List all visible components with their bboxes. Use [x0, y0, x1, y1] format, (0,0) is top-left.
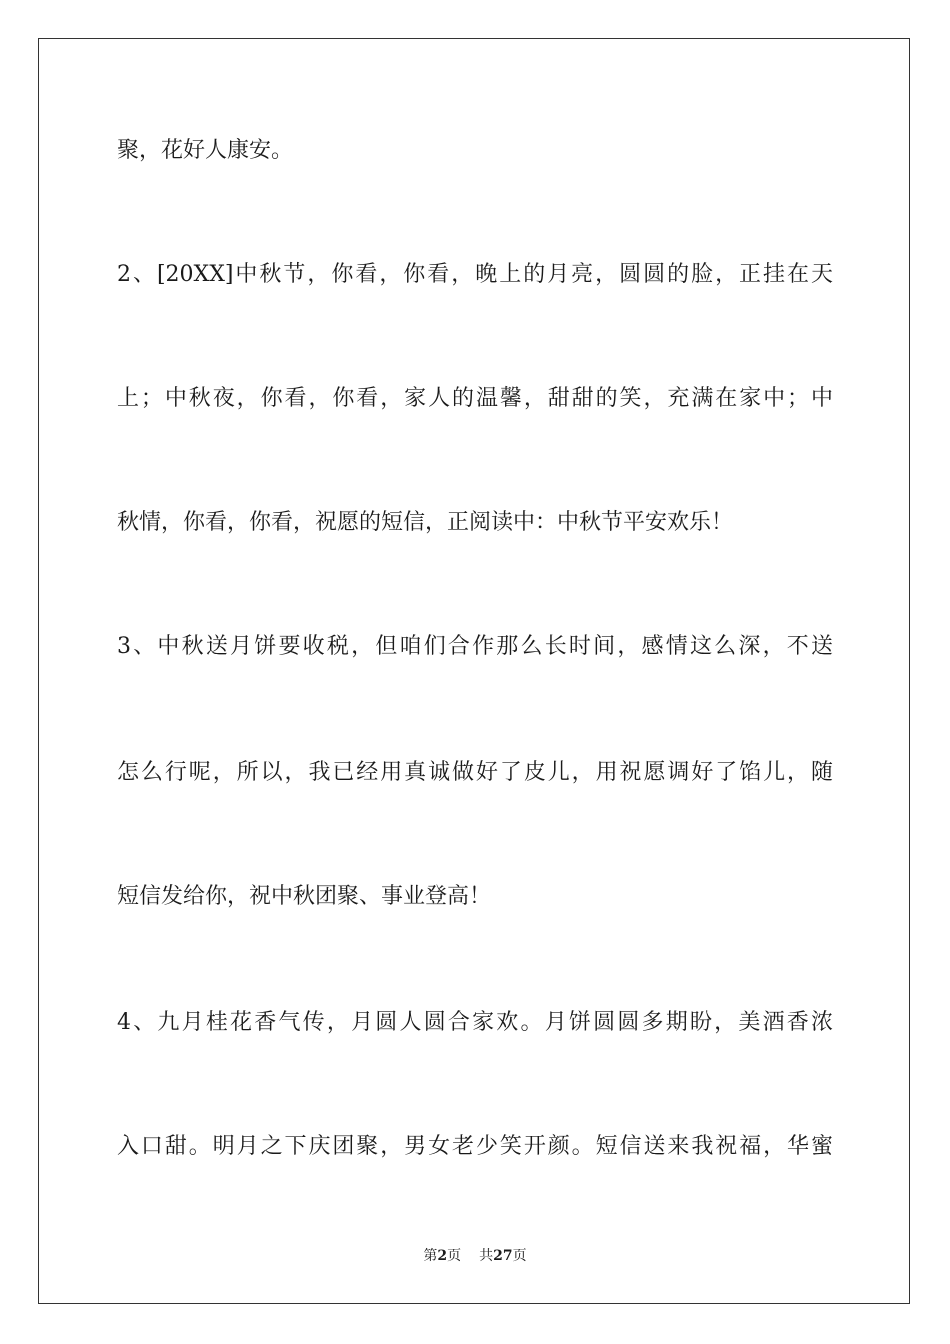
page-prefix: 第: [423, 1248, 438, 1264]
text-line-1: 聚，花好人康安。: [117, 138, 294, 163]
page-suffix: 页: [447, 1248, 462, 1264]
total-prefix: 共: [479, 1248, 494, 1264]
page-border: [38, 38, 910, 1304]
text-line-9: 入口甜。明月之下庆团聚，男女老少笑开颜。短信送来我祝福，华蜜: [117, 1134, 833, 1159]
total-suffix: 页: [512, 1248, 527, 1264]
total-pages: 27: [493, 1248, 513, 1264]
text-line-6: 怎么行呢，所以，我已经用真诚做好了皮儿，用祝愿调好了馅儿，随: [117, 760, 833, 785]
page-number: 2: [437, 1248, 448, 1264]
text-line-4: 秋情，你看，你看，祝愿的短信，正阅读中：中秋节平安欢乐！: [117, 510, 734, 535]
text-line-7: 短信发给你，祝中秋团聚、事业登高！: [117, 884, 492, 909]
text-line-3: 上；中秋夜，你看，你看，家人的温馨，甜甜的笑，充满在家中；中: [117, 386, 833, 411]
text-line-2: 2、[20XX]中秋节，你看，你看，晚上的月亮，圆圆的脸，正挂在天: [117, 262, 833, 287]
page-footer: [0, 1246, 950, 1266]
text-line-8: 4、九月桂花香气传，月圆人圆合家欢。月饼圆圆多期盼，美酒香浓: [117, 1010, 833, 1035]
text-line-5: 3、中秋送月饼要收税，但咱们合作那么长时间，感情这么深，不送: [117, 634, 833, 659]
